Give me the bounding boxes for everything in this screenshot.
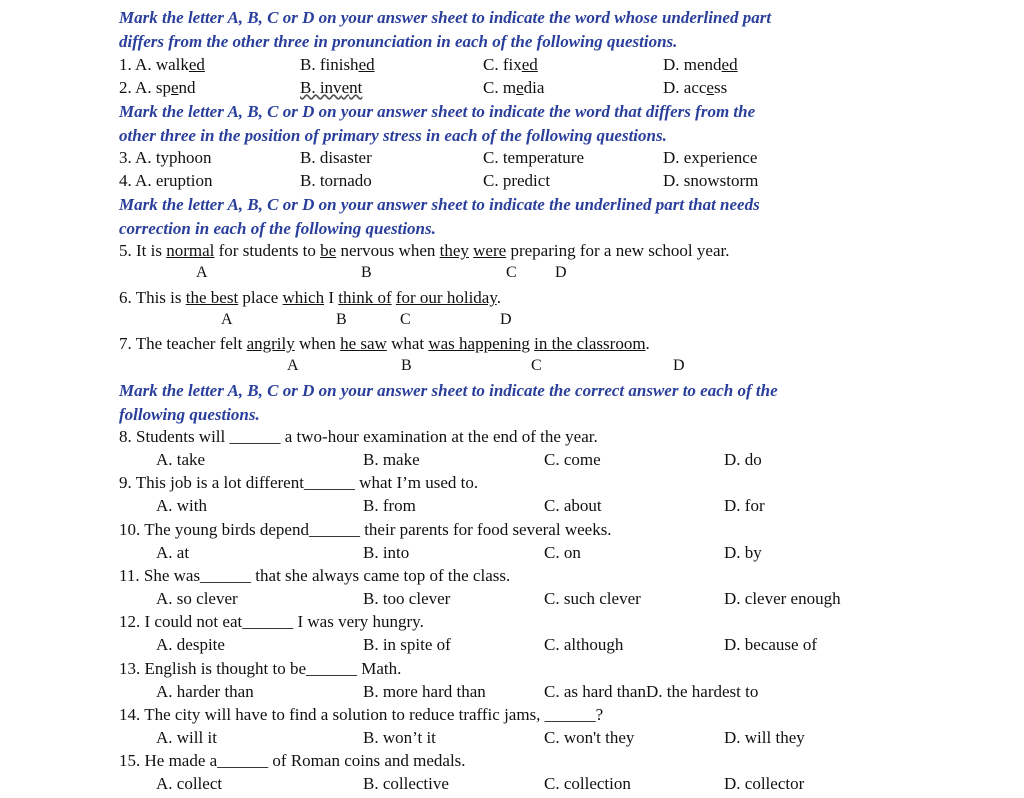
option: C. fixed (483, 55, 538, 74)
option: C. won't they (544, 728, 635, 747)
question-6: 6. This is the best place which I think of for our holiday. (119, 288, 501, 307)
option-label: D (555, 264, 567, 281)
question-5: 5. It is normal for students to be nervous when they were preparing for a new school year. (119, 241, 730, 260)
option: D. because of (724, 635, 817, 654)
option: C. such clever (544, 589, 641, 608)
question-stem: 9. This job is a lot different______ what I’m used to. (119, 473, 479, 492)
question-stem: 14. The city will have to find a solution to reduce traffic jams, ______? (119, 705, 604, 724)
option-label: A (287, 357, 299, 374)
option: B. finished (300, 55, 375, 74)
option: D. access (663, 78, 728, 97)
option: B. tornado (300, 171, 372, 190)
question-stem: 10. The young birds depend______ their parents for food several weeks. (119, 520, 612, 539)
option: D. collector (724, 774, 805, 793)
section-instruction: Mark the letter A, B, C or D on your answer sheet to indicate the correct answer to each of the following questions. (119, 381, 778, 424)
question-stem: 15. He made a______ of Roman coins and medals. (119, 751, 466, 770)
option: A. take (156, 450, 206, 469)
question-stem: 11. She was______ that she always came top of the class. (119, 566, 511, 585)
option: B. in spite of (363, 635, 451, 654)
option-label: C (400, 311, 411, 328)
option-label: B (336, 311, 347, 328)
option: D. will they (724, 728, 805, 747)
option: C. on (544, 543, 581, 562)
option: B. too clever (363, 589, 451, 608)
option: A. so clever (156, 589, 238, 608)
option: C. as hard thanD. the hardest to (544, 682, 759, 701)
option: B. from (363, 496, 416, 515)
option: C. about (544, 496, 602, 515)
option: A. harder than (156, 682, 254, 701)
option-label: A (196, 264, 208, 281)
option: A. will it (156, 728, 217, 747)
option: A. at (156, 543, 190, 562)
option-label: B (361, 264, 372, 281)
option: A. with (156, 496, 207, 515)
option: C. collection (544, 774, 631, 793)
question-7: 7. The teacher felt angrily when he saw what was happening in the classroom. (119, 334, 650, 353)
option: D. by (724, 543, 762, 562)
option: B. invent (300, 78, 363, 97)
option: A. collect (156, 774, 223, 793)
option-label: D (673, 357, 685, 374)
question-4: 4. A. eruption (119, 171, 213, 190)
option: C. predict (483, 171, 551, 190)
section-instruction: Mark the letter A, B, C or D on your answer sheet to indicate the word that differs from the other three in the position of primary stress in each of the following questions. (119, 102, 756, 145)
option: C. media (483, 78, 545, 97)
option: D. clever enough (724, 589, 841, 608)
question-stem: 13. English is thought to be______ Math. (119, 659, 402, 678)
option: D. experience (663, 148, 758, 167)
option: C. come (544, 450, 601, 469)
option-label: D (500, 311, 512, 328)
option: B. disaster (300, 148, 372, 167)
question-3: 3. A. typhoon (119, 148, 212, 167)
option-label: A (221, 311, 233, 328)
option: D. for (724, 496, 765, 515)
option: C. temperature (483, 148, 585, 167)
question-2: 2. A. spend (119, 78, 196, 97)
option: D. do (724, 450, 762, 469)
option: D. mended (663, 55, 738, 74)
option: B. make (363, 450, 420, 469)
question-stem: 8. Students will ______ a two-hour examination at the end of the year. (119, 427, 598, 446)
question-stem: 12. I could not eat______ I was very hungry. (119, 612, 424, 631)
option: C. although (544, 635, 624, 654)
option: A. despite (156, 635, 225, 654)
option: B. into (363, 543, 410, 562)
option-label: B (401, 357, 412, 374)
section-instruction: Mark the letter A, B, C or D on your answer sheet to indicate the underlined part that needs correction in each of the following questions. (119, 195, 760, 238)
question-1: 1. A. walked (119, 55, 205, 74)
option-label: C (506, 264, 517, 281)
option: B. collective (363, 774, 449, 793)
option: D. snowstorm (663, 171, 759, 190)
section-instruction: Mark the letter A, B, C or D on your answer sheet to indicate the word whose underlined part differs from the other three in pronunciation in each of the following questions. (119, 8, 772, 51)
option: B. more hard than (363, 682, 486, 701)
option-label: C (531, 357, 542, 374)
option: B. won’t it (363, 728, 436, 747)
